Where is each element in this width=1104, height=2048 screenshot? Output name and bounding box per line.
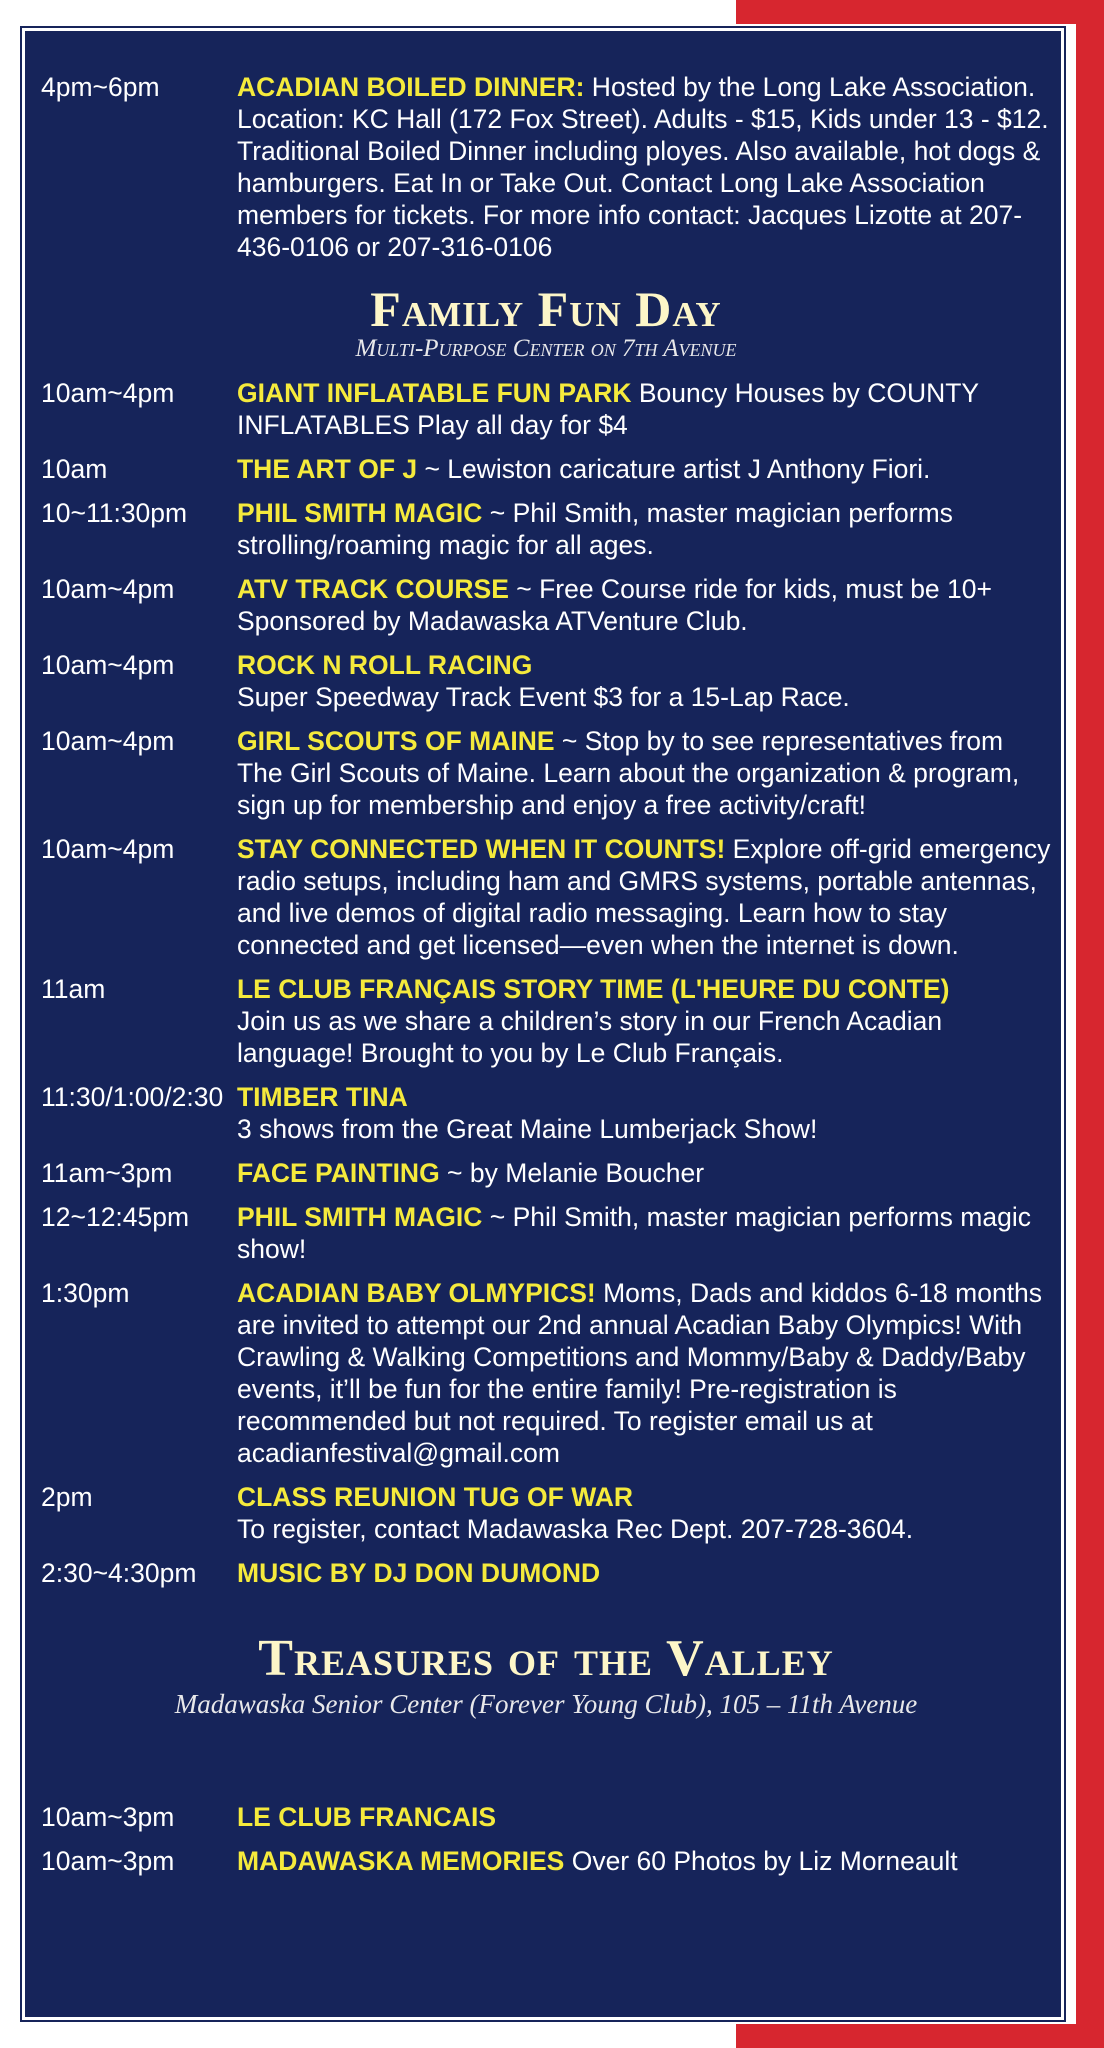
event-row <box>41 453 1051 485</box>
event-details: To register, contact Madawaska Rec Dept. 207-728-3604. <box>237 1514 914 1544</box>
event-time: 10am~3pm <box>41 1846 175 1876</box>
event-time: 10am~3pm <box>41 1802 175 1832</box>
event-title: LE CLUB FRANCAIS <box>237 1802 497 1832</box>
event-details: Bouncy Houses by COUNTY INFLATABLES Play all day for $4 <box>237 378 979 440</box>
event-row <box>41 1081 1051 1145</box>
event-row <box>41 377 1051 441</box>
treasures-events <box>41 1801 1051 1877</box>
event-time: 12~12:45pm <box>41 1202 190 1232</box>
event-time: 10am <box>41 454 108 484</box>
event-description <box>237 973 1051 1069</box>
event-row <box>41 973 1051 1069</box>
event-description <box>237 833 1051 961</box>
event-details: Super Speedway Track Event $3 for a 15-Lap Race. <box>237 682 850 712</box>
event-description <box>237 1081 1051 1145</box>
section-title: Family Fun Day <box>370 281 722 337</box>
red-border-top <box>736 0 1104 24</box>
red-border-bottom <box>736 2024 1104 2048</box>
event-description <box>237 497 1051 561</box>
event-details: Over 60 Photos by Liz Morneault <box>564 1846 958 1876</box>
event-details: ~ Stop by to see representatives from The Girl Scouts of Maine. Learn about the organization & program, sign up for membership and enjoy a free activity/craft! <box>237 726 1020 820</box>
event-description <box>237 1201 1051 1265</box>
event-details: Moms, Dads and kiddos 6-18 months are invited to attempt our 2nd annual Acadian Baby Olympics! With Crawling & Walking Competitions and Mommy/Baby & Daddy/Baby events, it’ll be fun for the entire family! Pre-registration is recommended but not required. To register email us at acadianfestival@gmail.com <box>237 1278 1043 1468</box>
event-row <box>41 1845 1051 1877</box>
section-subtitle: Multi-Purpose Center on 7th Avenue <box>355 335 737 362</box>
event-title: MADAWASKA MEMORIES <box>237 1846 565 1876</box>
section-subtitle: Madawaska Senior Center (Forever Young Club), 105 – 11th Avenue <box>174 1689 918 1719</box>
event-title: TIMBER TINA <box>237 1082 408 1112</box>
event-title: STAY CONNECTED WHEN IT COUNTS! <box>237 834 726 864</box>
schedule-panel <box>22 28 1064 2020</box>
event-title: PHIL SMITH MAGIC <box>237 1202 483 1232</box>
event-title: FACE PAINTING <box>237 1158 440 1188</box>
event-details: ~ Lewiston caricature artist J Anthony Fiori. <box>417 454 931 484</box>
event-details: ~ Phil Smith, master magician performs magic show! <box>237 1202 1031 1264</box>
event-row <box>41 1277 1051 1469</box>
event-description <box>237 1845 1051 1877</box>
event-title: MUSIC BY DJ DON DUMOND <box>237 1558 601 1588</box>
event-title: ACADIAN BABY OLMYPICS! <box>237 1278 596 1308</box>
event-time: 11am <box>41 974 106 1004</box>
event-time: 10am~4pm <box>41 834 175 864</box>
event-time: 11am~3pm <box>41 1158 173 1188</box>
event-description <box>237 649 1051 713</box>
event-time: 11:30/1:00/2:30 <box>41 1082 224 1112</box>
event-details: Join us as we share a children’s story in our French Acadian language! Brought to you by Le Club Français. <box>237 1006 943 1068</box>
event-title: ACADIAN BOILED DINNER: <box>237 72 585 102</box>
event-row <box>41 573 1051 637</box>
event-description <box>237 573 1051 637</box>
event-description <box>237 1801 1051 1833</box>
event-title: CLASS REUNION TUG OF WAR <box>237 1482 634 1512</box>
event-description <box>237 71 1051 263</box>
event-time: 10am~4pm <box>41 378 175 408</box>
event-details: 3 shows from the Great Maine Lumberjack Show! <box>237 1114 818 1144</box>
event-title: LE CLUB FRANÇAIS STORY TIME (L'HEURE DU CONTE) <box>237 974 950 1004</box>
event-time: 2pm <box>41 1482 93 1512</box>
event-row <box>41 1157 1051 1189</box>
event-title: GIRL SCOUTS OF MAINE <box>237 726 555 756</box>
event-time: 1:30pm <box>41 1278 130 1308</box>
family-fun-day-events <box>41 377 1051 1589</box>
event-title: GIANT INFLATABLE FUN PARK <box>237 378 632 408</box>
event-description <box>237 1277 1051 1469</box>
treasures-header <box>41 1631 1051 1721</box>
event-time: 2:30~4:30pm <box>41 1558 197 1588</box>
event-row <box>41 725 1051 821</box>
event-title: ROCK N ROLL RACING <box>237 650 533 680</box>
event-row <box>41 833 1051 961</box>
event-row <box>41 1557 1051 1589</box>
event-time: 10am~4pm <box>41 650 175 680</box>
event-row <box>41 1801 1051 1833</box>
section-title: Treasures of the Valley <box>258 1630 834 1687</box>
event-title: THE ART OF J <box>237 454 418 484</box>
event-details: ~ Phil Smith, master magician performs strolling/roaming magic for all ages. <box>237 498 953 560</box>
event-details: ~ by Melanie Boucher <box>439 1158 705 1188</box>
event-time: 10am~4pm <box>41 574 175 604</box>
event-description <box>237 453 1051 485</box>
event-time: 10am~4pm <box>41 726 175 756</box>
event-description <box>237 1557 1051 1589</box>
family-fun-day-header <box>41 283 1051 363</box>
event-details: Explore off-grid emergency radio setups, including ham and GMRS systems, portable antennas, and live demos of digital radio messaging. Learn how to stay connected and get licensed—even when the internet is down. <box>237 834 1051 960</box>
event-title: ATV TRACK COURSE <box>237 574 509 604</box>
event-row <box>41 497 1051 561</box>
event-row <box>41 71 1051 263</box>
event-time: 4pm~6pm <box>41 72 160 102</box>
event-description <box>237 377 1051 441</box>
schedule-content <box>41 71 1051 1889</box>
event-row <box>41 649 1051 713</box>
event-row <box>41 1201 1051 1265</box>
event-description <box>237 725 1051 821</box>
event-details: Hosted by the Long Lake Association. Location: KC Hall (172 Fox Street). Adults - $15, Kids under 13 - $12. Traditional Boiled Dinner including ployes. Also available, hot dogs & hamburgers. Eat In or Take Out. Contact Long Lake Association members for tickets. For more info contact: Jacques Lizotte at 207-436-0106 or 207-316-0106 <box>237 72 1049 262</box>
event-description <box>237 1481 1051 1545</box>
event-details: ~ Free Course ride for kids, must be 10+ Sponsored by Madawaska ATVenture Club. <box>237 574 992 636</box>
event-title: PHIL SMITH MAGIC <box>237 498 483 528</box>
event-description <box>237 1157 1051 1189</box>
event-row <box>41 1481 1051 1545</box>
red-border-right <box>1076 0 1104 2048</box>
event-time: 10~11:30pm <box>41 498 188 528</box>
